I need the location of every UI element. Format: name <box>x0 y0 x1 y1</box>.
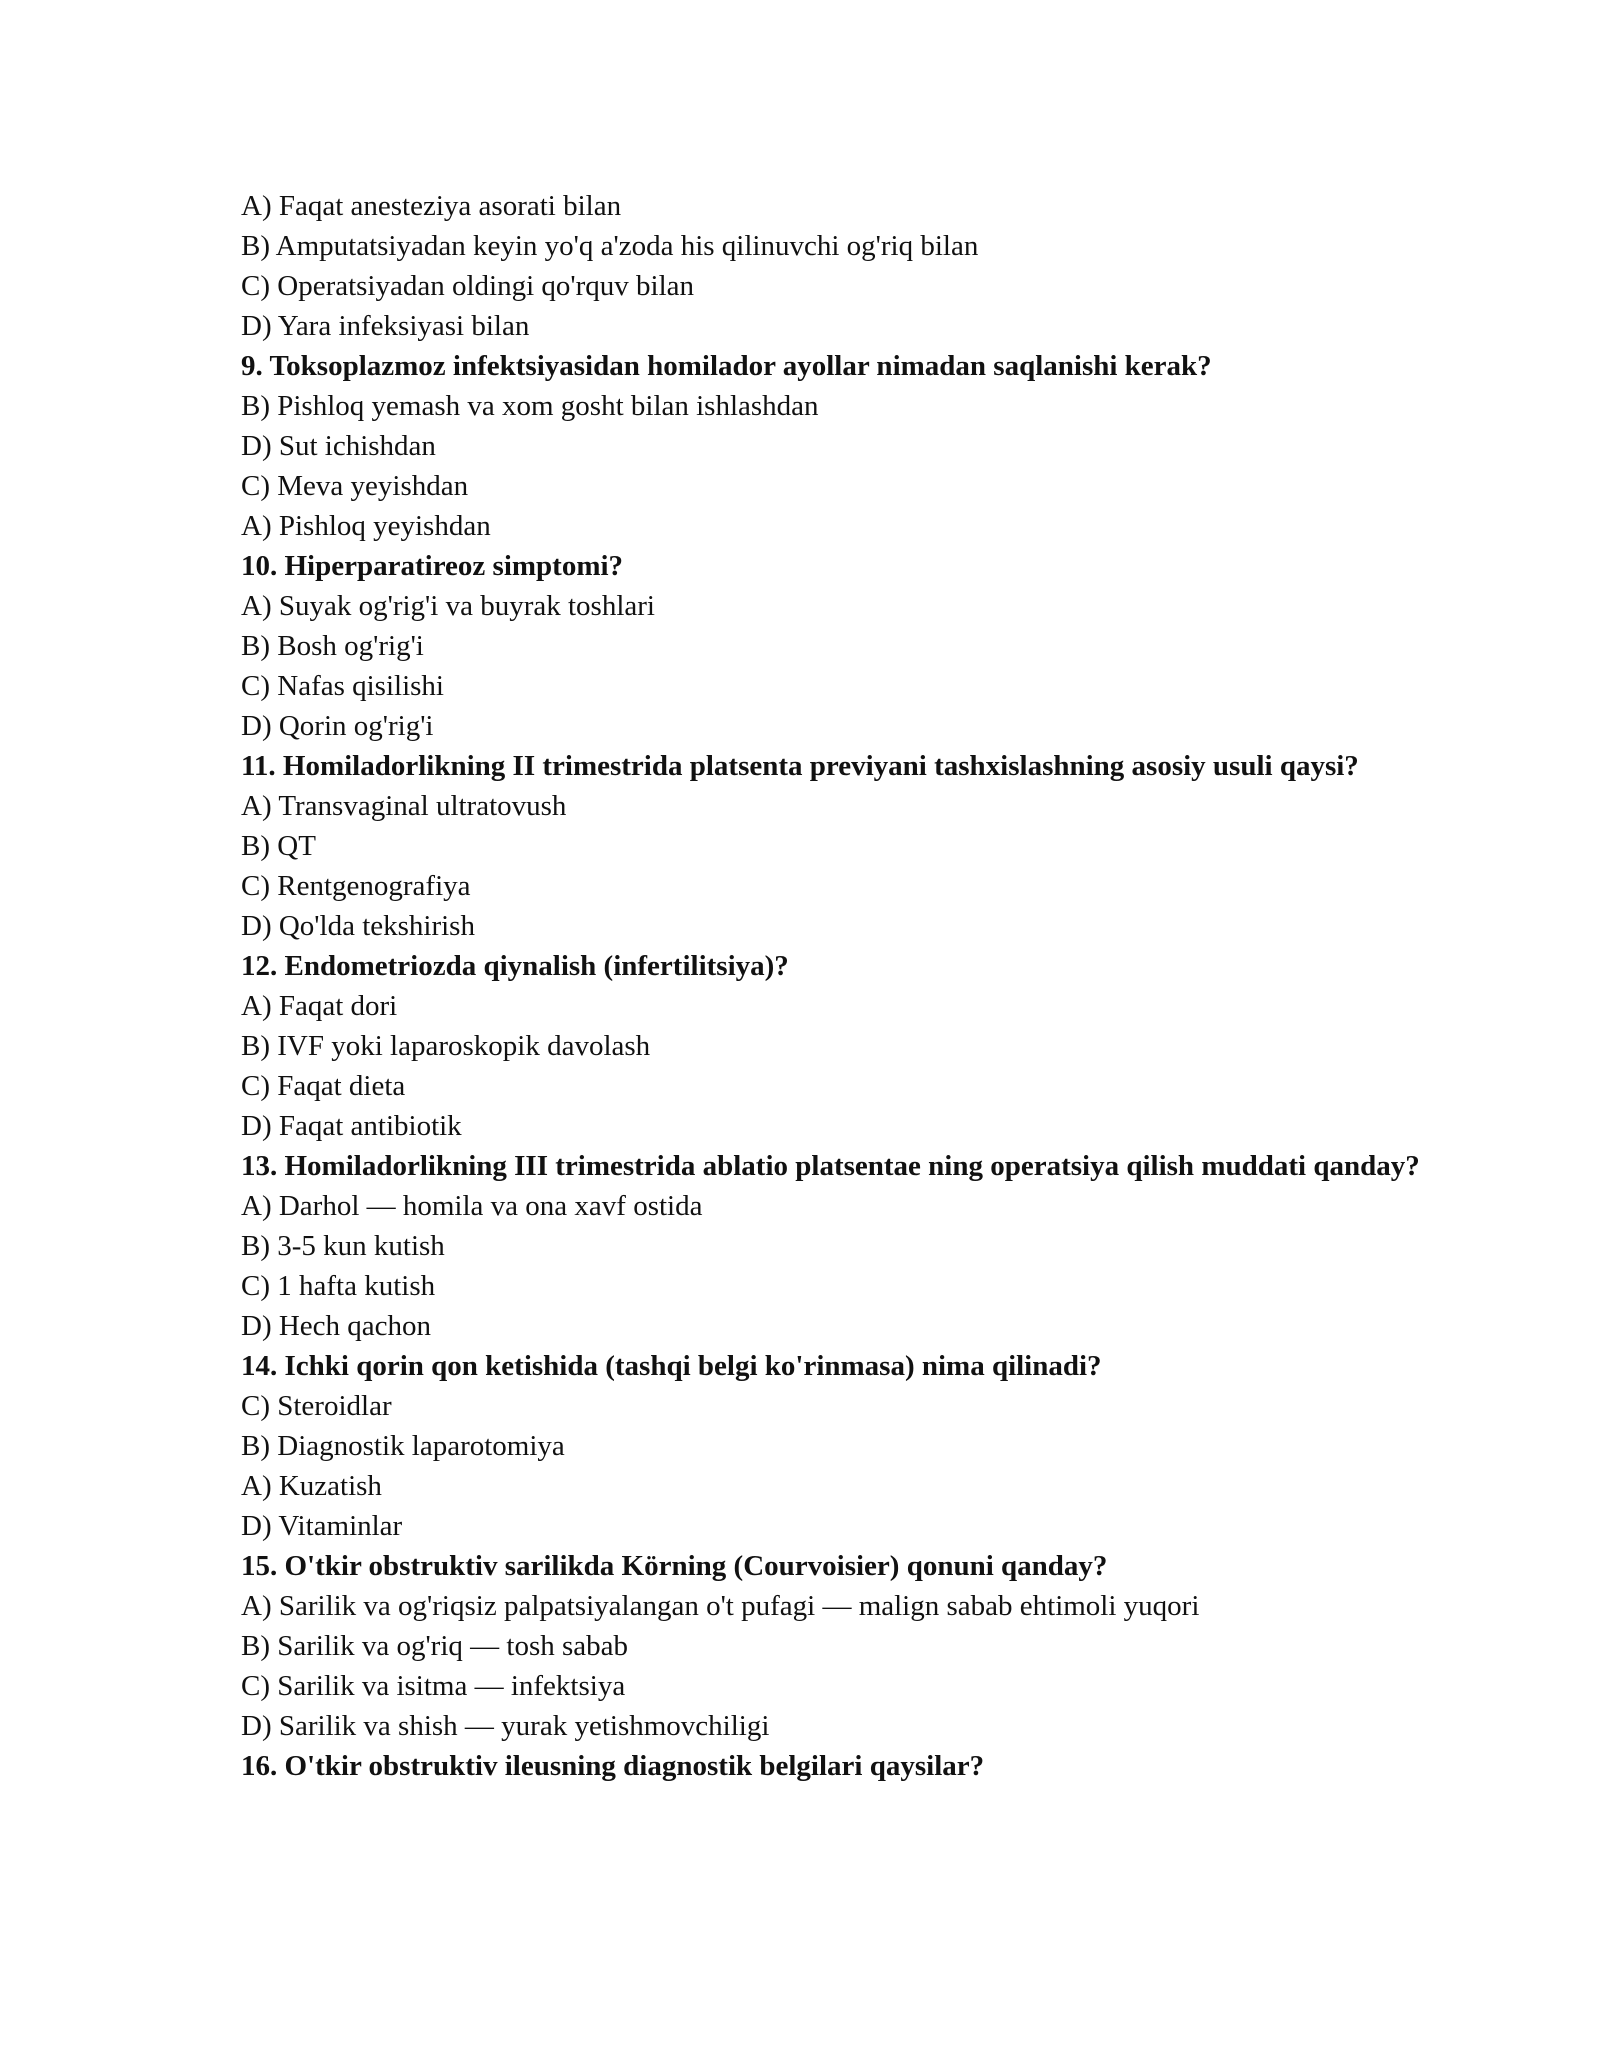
quiz-content <box>241 186 1421 1786</box>
answer-option: D) Qo'lda tekshirish <box>241 910 475 942</box>
answer-option: B) Diagnostik laparotomiya <box>241 1430 565 1462</box>
answer-option: C) Faqat dieta <box>241 1070 406 1102</box>
answer-option: D) Hech qachon <box>241 1310 432 1342</box>
answer-option: D) Yara infeksiyasi bilan <box>241 310 530 342</box>
answer-option: B) Sarilik va og'riq — tosh sabab <box>241 1630 629 1662</box>
question-text: 10. Hiperparatireoz simptomi? <box>241 550 624 582</box>
answer-option: B) QT <box>241 830 316 862</box>
answer-option: D) Faqat antibiotik <box>241 1110 462 1142</box>
question-text: 13. Homiladorlikning III trimestrida ablatio platsentae ning operatsiya qilish muddati qanday? <box>241 1150 1420 1182</box>
answer-option: D) Qorin og'rig'i <box>241 710 434 742</box>
question-text: 9. Toksoplazmoz infektsiyasidan homilador ayollar nimadan saqlanishi kerak? <box>241 350 1212 382</box>
answer-option: B) IVF yoki laparoskopik davolash <box>241 1030 651 1062</box>
answer-option: D) Vitaminlar <box>241 1510 403 1542</box>
answer-option: C) Steroidlar <box>241 1390 392 1422</box>
answer-option: A) Kuzatish <box>241 1470 382 1502</box>
answer-option: B) Pishloq yemash va xom gosht bilan ishlashdan <box>241 390 819 422</box>
answer-option: A) Faqat dori <box>241 990 398 1022</box>
answer-option: A) Darhol — homila va ona xavf ostida <box>241 1190 703 1222</box>
question-text: 15. O'tkir obstruktiv sarilikda Körning (Courvoisier) qonuni qanday? <box>241 1550 1108 1582</box>
answer-option: C) Nafas qisilishi <box>241 670 444 702</box>
answer-option: C) Operatsiyadan oldingi qo'rquv bilan <box>241 270 695 302</box>
question-text: 16. O'tkir obstruktiv ileusning diagnostik belgilari qaysilar? <box>241 1750 985 1782</box>
answer-option: A) Pishloq yeyishdan <box>241 510 491 542</box>
answer-option: B) Bosh og'rig'i <box>241 630 424 662</box>
answer-option: D) Sarilik va shish — yurak yetishmovchiligi <box>241 1710 770 1742</box>
answer-option: A) Transvaginal ultratovush <box>241 790 567 822</box>
question-text: 14. Ichki qorin qon ketishida (tashqi belgi ko'rinmasa) nima qilinadi? <box>241 1350 1102 1382</box>
question-text: 12. Endometriozda qiynalish (infertilitsiya)? <box>241 950 789 982</box>
answer-option: B) 3-5 kun kutish <box>241 1230 445 1262</box>
answer-option: A) Sarilik va og'riqsiz palpatsiyalangan o't pufagi — malign sabab ehtimoli yuqori <box>241 1590 1200 1622</box>
answer-option: C) Meva yeyishdan <box>241 470 469 502</box>
answer-option: C) 1 hafta kutish <box>241 1270 436 1302</box>
answer-option: A) Faqat anesteziya asorati bilan <box>241 190 622 222</box>
answer-option: B) Amputatsiyadan keyin yo'q a'zoda his qilinuvchi og'riq bilan <box>241 230 979 262</box>
answer-option: C) Rentgenografiya <box>241 870 471 902</box>
answer-option: C) Sarilik va isitma — infektsiya <box>241 1670 626 1702</box>
answer-option: D) Sut ichishdan <box>241 430 436 462</box>
answer-option: A) Suyak og'rig'i va buyrak toshlari <box>241 590 655 622</box>
question-text: 11. Homiladorlikning II trimestrida platsenta previyani tashxislashning asosiy usuli qaysi? <box>241 750 1359 782</box>
